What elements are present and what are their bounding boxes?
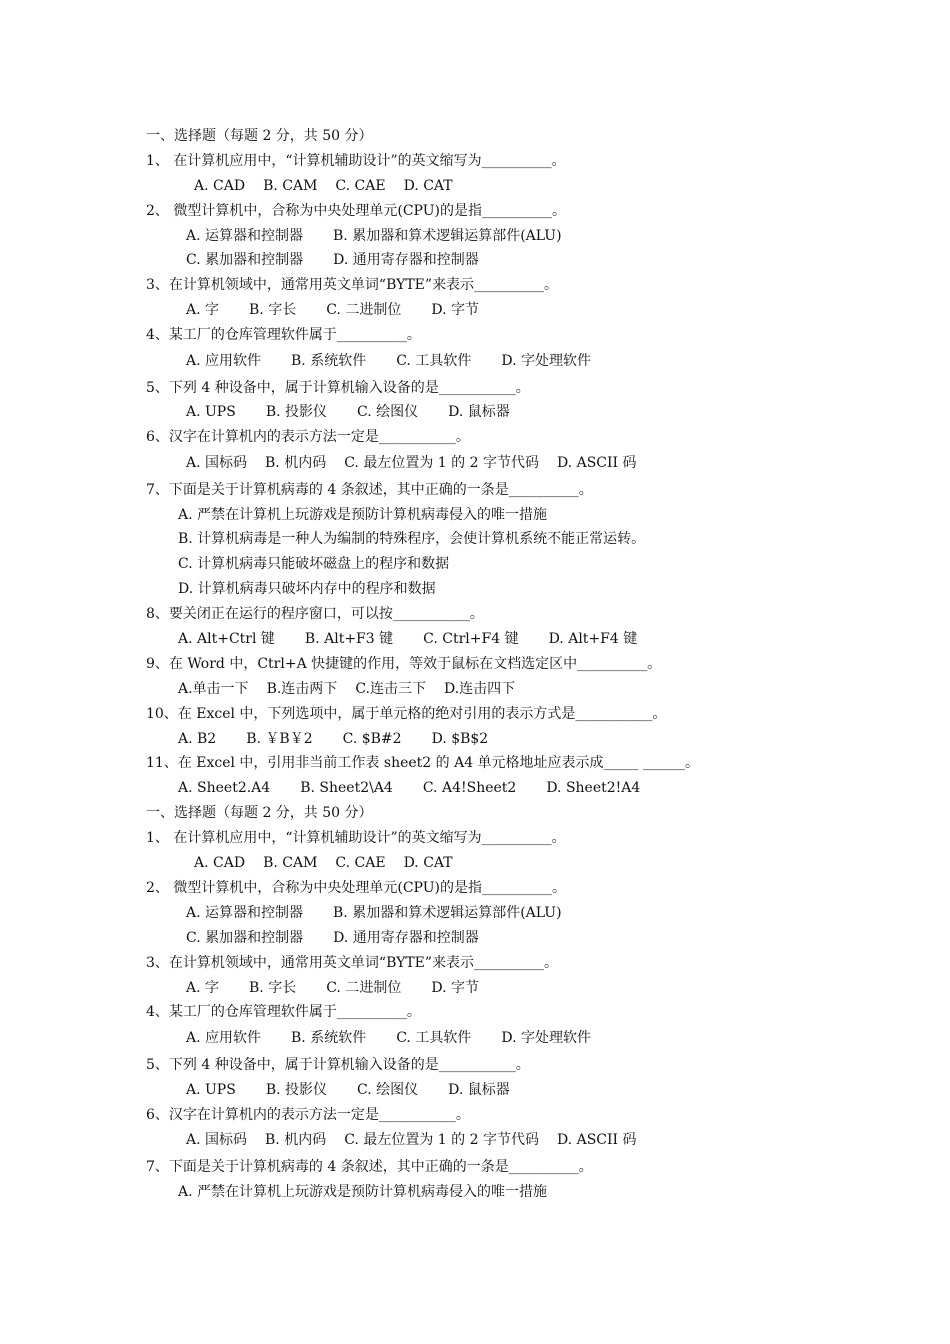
option-text: D. Sheet2!A4 <box>546 780 641 797</box>
question-line: 4、某工厂的仓库管理软件属于__________。 <box>146 327 421 344</box>
option-text: B. 投影仪 <box>265 1081 328 1098</box>
option-text: A. 应用软件 <box>186 1030 262 1047</box>
options-line <box>146 348 806 376</box>
option-text: D. 通用寄存器和控制器 <box>333 252 479 269</box>
option-text: A. 国标码 <box>186 455 248 472</box>
option-text: A. 字 <box>186 302 220 319</box>
option-text: B. 机内码 <box>265 1132 327 1149</box>
question-line: 1、 在计算机应用中，“计算机辅助设计”的英文缩写为__________。 <box>146 152 566 169</box>
options-line <box>146 224 806 249</box>
option-text: A.单击一下 <box>178 680 249 697</box>
options-line <box>146 677 806 702</box>
question-line: 7、下面是关于计算机病毒的 4 条叙述，其中正确的一条是__________。 <box>146 1158 593 1175</box>
options-line <box>146 1078 806 1103</box>
options-line <box>146 450 806 478</box>
option-text: C. CAE <box>335 177 386 194</box>
option-text: B. CAM <box>263 177 318 194</box>
options-line <box>146 1025 806 1053</box>
question-line: 8、要关闭正在运行的程序窗口，可以按___________。 <box>146 606 484 623</box>
option-text: B. ￥B￥2 <box>246 730 313 747</box>
options-line <box>146 248 806 273</box>
options-line <box>146 298 806 323</box>
options-line <box>146 400 806 425</box>
option-text: C. 二进制位 <box>326 302 402 319</box>
option-text: B. Alt+F3 键 <box>304 631 394 648</box>
question-line: 5、下列 4 种设备中，属于计算机输入设备的是___________。 <box>146 1056 530 1073</box>
option-text: B.连击两下 <box>266 680 338 697</box>
option-text: D. 鼠标器 <box>448 404 510 421</box>
option-text: D. CAT <box>403 177 453 194</box>
option-text: C. 工具软件 <box>396 353 472 370</box>
option-text: C. 累加器和控制器 <box>186 252 304 269</box>
options-line <box>146 901 806 926</box>
option-text: A. 字 <box>186 979 220 996</box>
option-text: B. 机内码 <box>265 455 327 472</box>
option-text: A. 应用软件 <box>186 353 262 370</box>
option-text: A. CAD <box>194 855 246 872</box>
option-text: A. UPS <box>186 1081 236 1098</box>
option-text: A. B2 <box>178 730 217 747</box>
option-text: D. 字处理软件 <box>501 1030 591 1047</box>
options-line <box>146 926 806 951</box>
option-text: D. 字节 <box>431 302 479 319</box>
option-text: B. 字长 <box>249 979 297 996</box>
question-line: 2、 微型计算机中，合称为中央处理单元(CPU)的是指__________。 <box>146 879 566 896</box>
option-text: C. 计算机病毒只能破坏磁盘上的程序和数据 <box>178 556 450 573</box>
option-text: C. 二进制位 <box>326 979 402 996</box>
option-text: D. ASCII 码 <box>556 1132 637 1149</box>
options-line <box>146 727 806 752</box>
option-text: B. 字长 <box>249 302 297 319</box>
options-line <box>146 851 806 876</box>
question-line: 一、选择题（每题 2 分，共 50 分） <box>146 128 373 144</box>
option-text: D. CAT <box>403 855 453 872</box>
option-text: D. 计算机病毒只破坏内存中的程序和数据 <box>178 581 436 598</box>
question-line: 10、在 Excel 中，下列选项中，属于单元格的绝对引用的表示方式是___________。 <box>146 705 667 722</box>
option-text: C. A4!Sheet2 <box>422 780 517 797</box>
question-line: 11、在 Excel 中，引用非当前工作表 sheet2 的 A4 单元格地址应表示成_____ ______。 <box>146 755 700 772</box>
question-line: 一、选择题（每题 2 分，共 50 分） <box>146 805 373 822</box>
option-text: C. 最左位置为 1 的 2 字节代码 <box>344 1132 539 1149</box>
option-text: A. 严禁在计算机上玩游戏是预防计算机病毒侵入的唯一措施 <box>178 506 548 523</box>
option-text: B. 累加器和算术逻辑运算部件(ALU) <box>333 227 562 244</box>
option-text: C. 累加器和控制器 <box>186 929 304 946</box>
question-line: 6、汉字在计算机内的表示方法一定是___________。 <box>146 1106 470 1123</box>
option-text: B. CAM <box>263 855 318 872</box>
option-text: D. $B$2 <box>431 730 489 747</box>
options-line <box>146 976 806 1001</box>
option-text: A. 国标码 <box>186 1132 248 1149</box>
options-line <box>146 174 806 199</box>
options-line <box>146 527 806 552</box>
option-text: D.连击四下 <box>443 680 516 697</box>
question-line: 7、下面是关于计算机病毒的 4 条叙述，其中正确的一条是__________。 <box>146 481 593 498</box>
option-text: D. 通用寄存器和控制器 <box>333 929 479 946</box>
question-list <box>146 124 806 1205</box>
option-text: A. UPS <box>186 404 236 421</box>
option-text: C. $B#2 <box>342 730 402 747</box>
option-text: B. 系统软件 <box>291 353 367 370</box>
question-line: 3、在计算机领域中，通常用英文单词“BYTE”来表示__________。 <box>146 954 559 971</box>
option-text: B. 系统软件 <box>291 1030 367 1047</box>
option-text: B. 投影仪 <box>265 404 328 421</box>
option-text: D. 字节 <box>431 979 479 996</box>
options-line <box>146 503 806 528</box>
option-text: C. 工具软件 <box>396 1030 472 1047</box>
option-text: D. Alt+F4 键 <box>548 631 638 648</box>
option-text: A. CAD <box>194 177 246 194</box>
question-line: 1、 在计算机应用中，“计算机辅助设计”的英文缩写为__________。 <box>146 830 566 847</box>
option-text: C. CAE <box>335 855 386 872</box>
option-text: D. ASCII 码 <box>556 455 637 472</box>
option-text: C. 绘图仪 <box>357 404 419 421</box>
question-line: 2、 微型计算机中，合称为中央处理单元(CPU)的是指__________。 <box>146 202 566 219</box>
question-line: 9、在 Word 中，Ctrl+A 快捷键的作用，等效于鼠标在文档选定区中__________。 <box>146 655 662 672</box>
option-text: C.连击三下 <box>355 680 426 697</box>
option-text: C. Ctrl+F4 键 <box>423 631 519 648</box>
question-line: 4、某工厂的仓库管理软件属于__________。 <box>146 1004 421 1021</box>
option-text: D. 鼠标器 <box>448 1081 510 1098</box>
options-line <box>146 577 806 602</box>
option-text: B. Sheet2\A4 <box>300 780 393 797</box>
options-line <box>146 552 806 577</box>
option-text: B. 计算机病毒是一种人为编制的特殊程序，会使计算机系统不能正常运转。 <box>178 531 646 548</box>
question-line: 5、下列 4 种设备中，属于计算机输入设备的是___________。 <box>146 379 530 396</box>
option-text: A. 严禁在计算机上玩游戏是预防计算机病毒侵入的唯一措施 <box>178 1183 548 1200</box>
options-line <box>146 627 806 652</box>
options-line <box>146 1127 806 1155</box>
option-text: A. 运算器和控制器 <box>186 904 304 921</box>
option-text: C. 最左位置为 1 的 2 字节代码 <box>344 455 539 472</box>
option-text: D. 字处理软件 <box>501 353 591 370</box>
options-line <box>146 776 806 801</box>
options-line <box>146 1180 806 1205</box>
option-text: A. Alt+Ctrl 键 <box>178 631 275 648</box>
option-text: B. 累加器和算术逻辑运算部件(ALU) <box>333 904 562 921</box>
question-line: 6、汉字在计算机内的表示方法一定是___________。 <box>146 429 470 446</box>
option-text: C. 绘图仪 <box>357 1081 419 1098</box>
question-line: 3、在计算机领域中，通常用英文单词“BYTE”来表示__________。 <box>146 277 559 294</box>
option-text: A. 运算器和控制器 <box>186 227 304 244</box>
option-text: A. Sheet2.A4 <box>178 780 271 797</box>
